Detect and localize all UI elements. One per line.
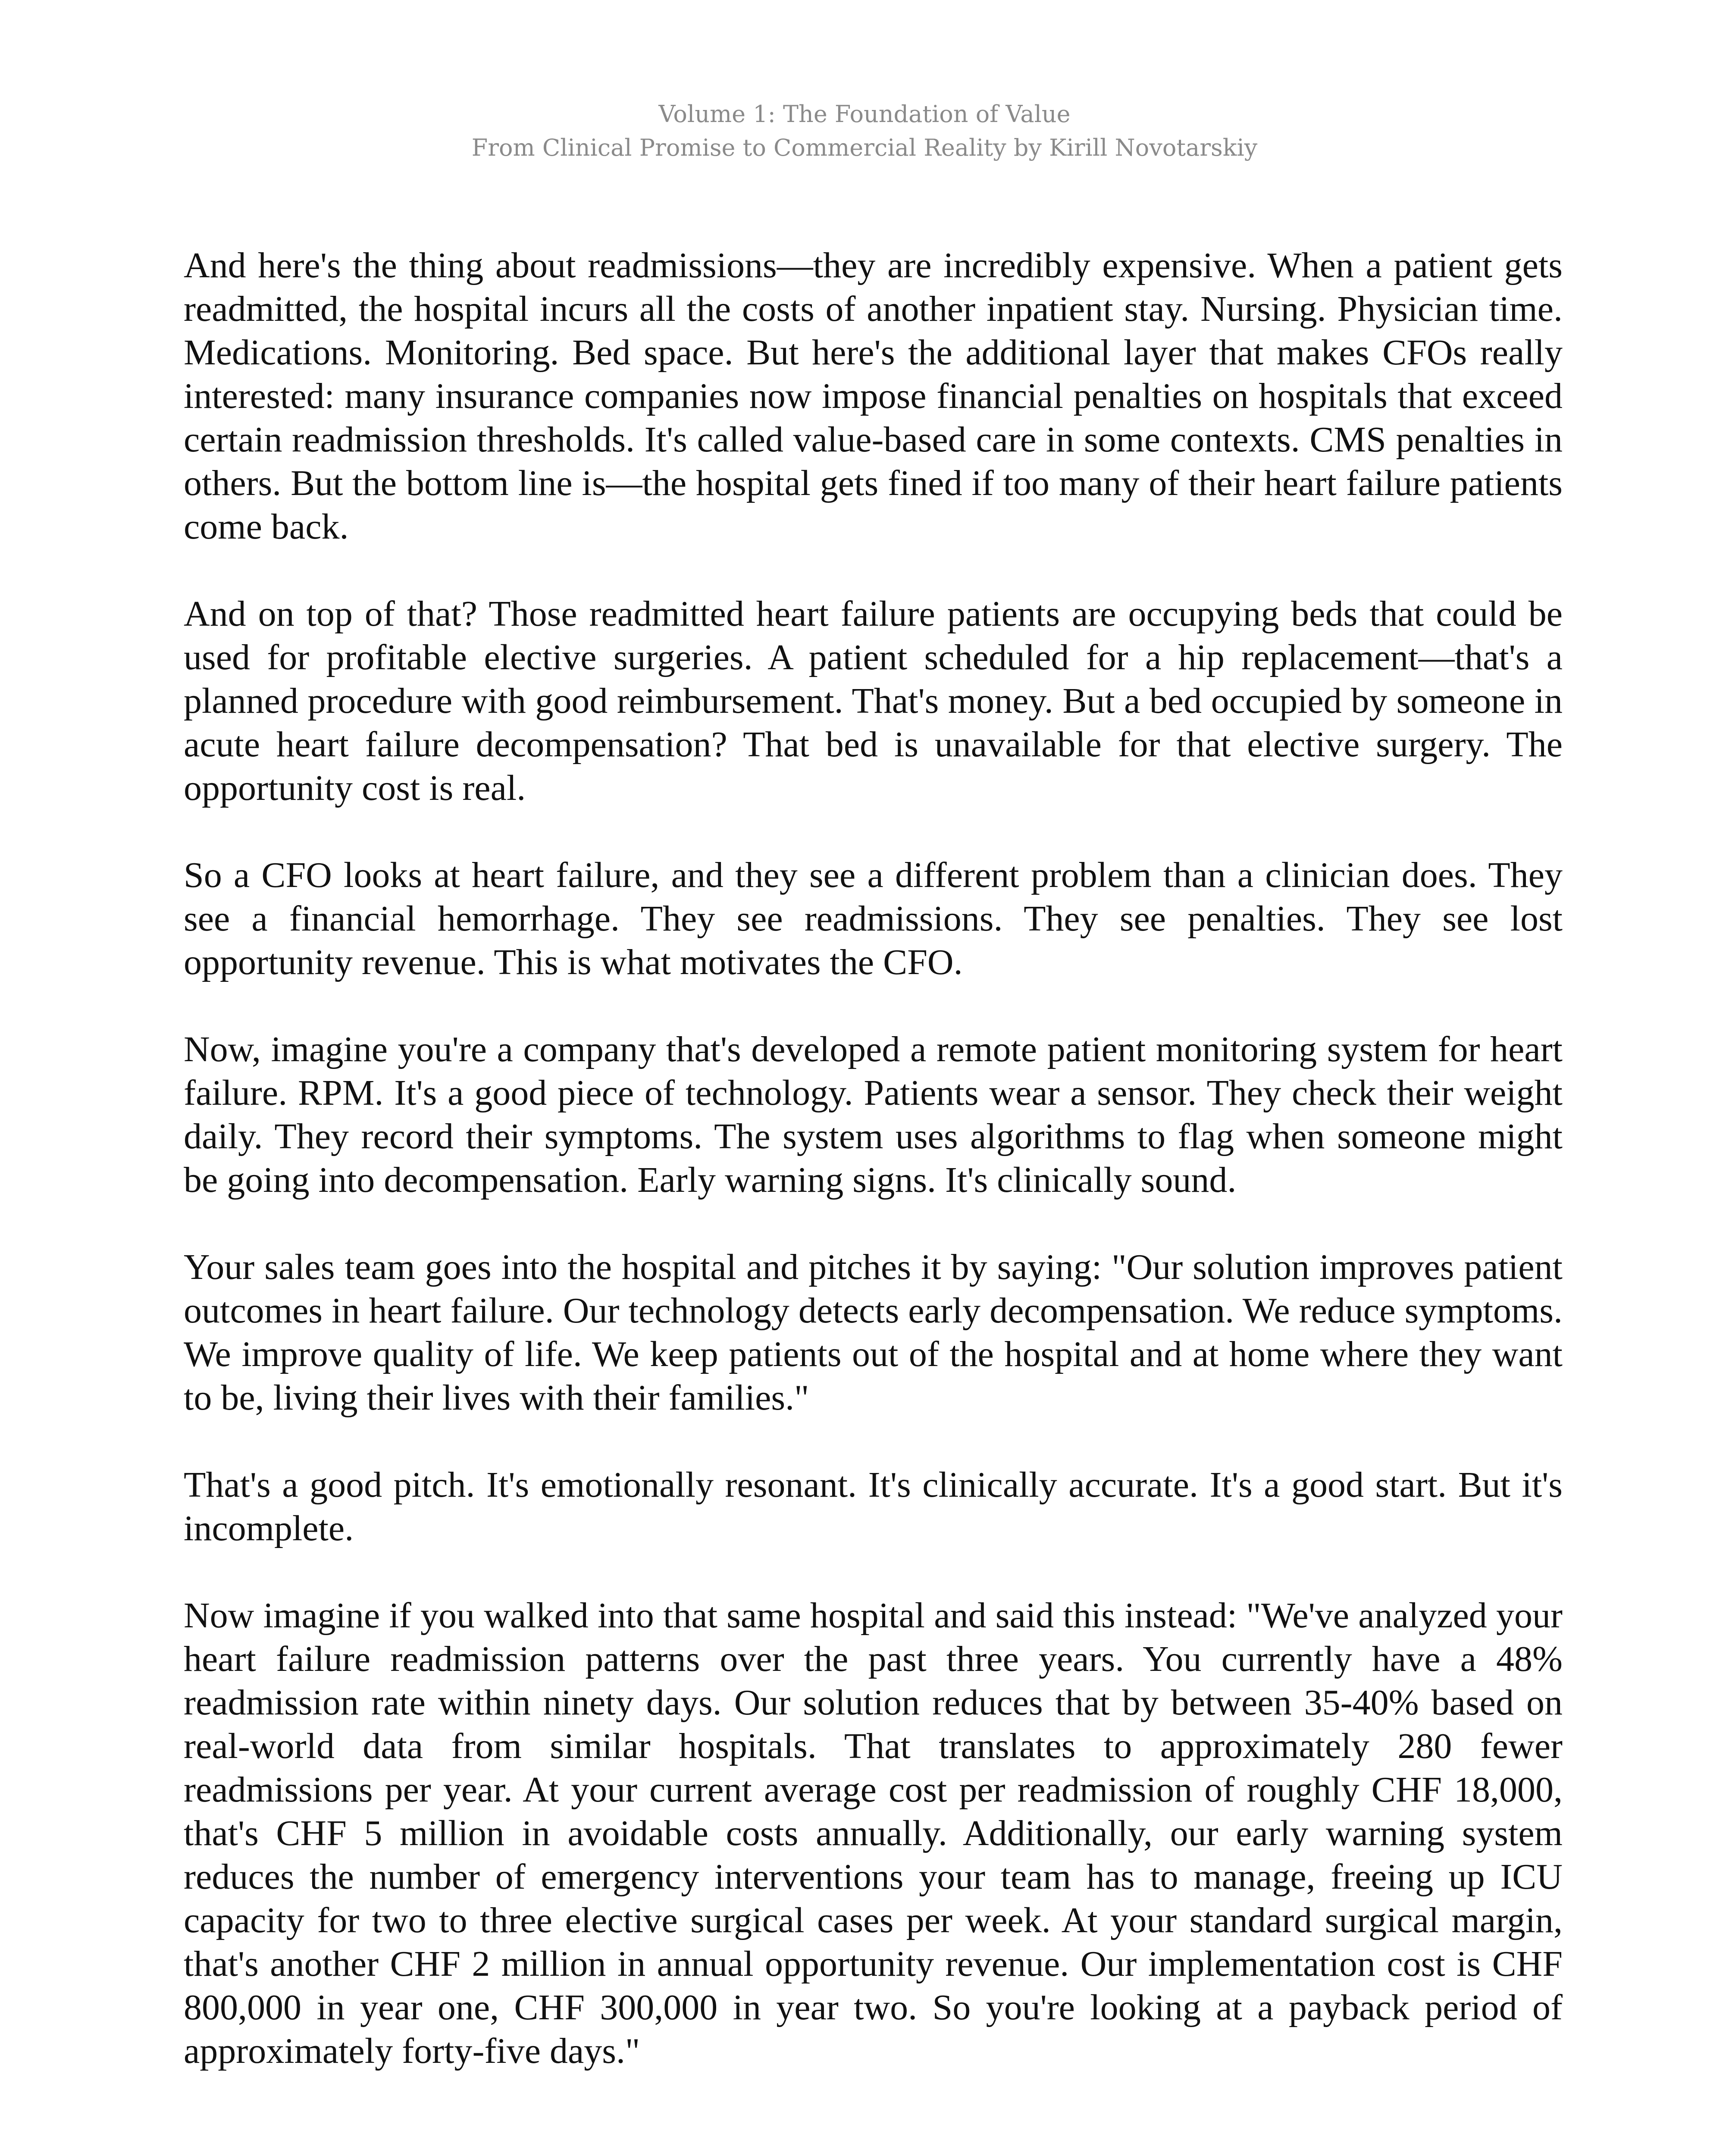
paragraph: That's a good pitch. It's emotionally resonant. It's clinically accurate. It's a good start. But it's incomplete. [184,1465,1563,1548]
header-book-title: From Clinical Promise to Commercial Reality by Kirill Novotarskiy [471,134,1258,161]
paragraph: And here's the thing about readmissions—they are incredibly expensive. When a patient gets readmitted, the hospital incurs all the costs of another inpatient stay. Nursing. Physician time. Medications. Monitoring. Bed space. But here's the additional layer that makes CFOs really interested: many insurance companies now impose financial penalties on hospitals that exceed certain readmission thresholds. It's called value-based care in some contexts. CMS penalties in others. But the bottom line is—the hospital gets fined if too many of their heart failure patients come back. [184,245,1563,547]
paragraph: So a CFO looks at heart failure, and they see a different problem than a clinician does. They see a financial hemorrhage. They see readmissions. They see penalties. They see lost opportunity revenue. This is what motivates the CFO. [184,855,1563,982]
paragraph: Now, imagine you're a company that's developed a remote patient monitoring system for heart failure. RPM. It's a good piece of technology. Patients wear a sensor. They check their weight daily. They record their symptoms. The system uses algorithms to flag when someone might be going into decompensation. Early warning signs. It's clinically sound. [184,1029,1563,1200]
header-volume-title: Volume 1: The Foundation of Value [658,100,1071,128]
paragraph: Your sales team goes into the hospital and pitches it by saying: "Our solution improves patient outcomes in heart failure. Our technology detects early decompensation. We reduce symptoms. We improve quality of life. We keep patients out of the hospital and at home where they want to be, living their lives with their families." [184,1247,1563,1418]
paragraph: And on top of that? Those readmitted heart failure patients are occupying beds that could be used for profitable elective surgeries. A patient scheduled for a hip replacement—that's a planned procedure with good reimbursement. That's money. But a bed occupied by someone in acute heart failure decompensation? That bed is unavailable for that elective surgery. The opportunity cost is real. [184,594,1563,808]
paragraph: Now imagine if you walked into that same hospital and said this instead: "We've analyzed your heart failure readmission patterns over the past three years. You currently have a 48% readmission rate within ninety days. Our solution reduces that by between 35-40% based on real-world data from similar hospitals. That translates to approximately 280 fewer readmissions per year. At your current average cost per readmission of roughly CHF 18,000, that's CHF 5 million in avoidable costs annually. Additionally, our early warning system reduces the number of emergency interventions your team has to manage, freeing up ICU capacity for two to three elective surgical cases per week. At your standard surgical margin, that's another CHF 2 million in annual opportunity revenue. Our implementation cost is CHF 800,000 in year one, CHF 300,000 in year two. So you're looking at a payback period of approximately forty-five days." [184,1595,1563,2071]
body-text [184,244,1563,2073]
running-header [0,97,1729,165]
